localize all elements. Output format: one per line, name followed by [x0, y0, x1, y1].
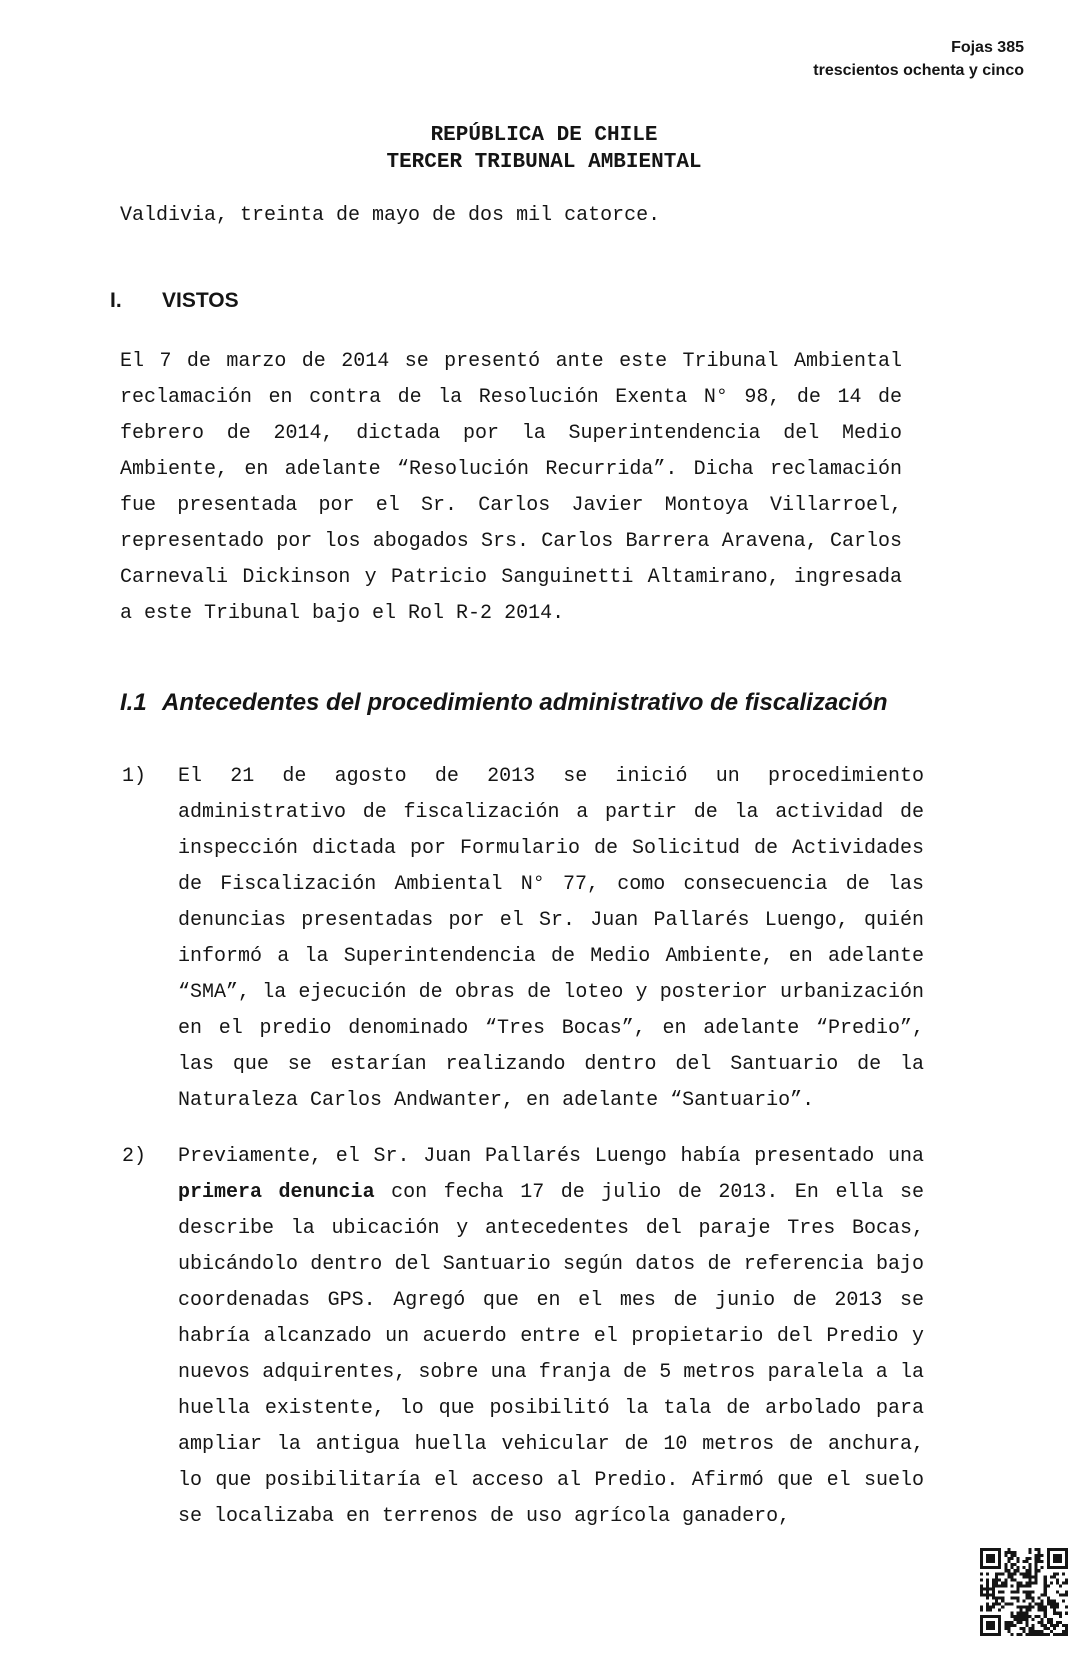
intro-paragraph: El 7 de marzo de 2014 se presentó ante este Tribunal Ambiental reclamación en contra de la Resolución Exenta N° 98, de 14 de febrero de 2014, dictada por la Superintendencia del Medio Ambiente, en adelante “Resolución Recurrida”. Dicha reclamación fue presentada por el Sr. Carlos Javier Montoya Villarroel, representado por los abogados Srs. Carlos Barrera Aravena, Carlos Carnevali Dickinson y Patricio Sanguinetti Altamirano, ingresada a este Tribunal bajo el Rol R-2 2014.	[120, 350, 902, 625]
section-vistos-number: I.	[110, 289, 122, 312]
item-1-number: 1)	[122, 765, 147, 788]
dateline: Valdivia, treinta de mayo de dos mil catorce.	[120, 204, 661, 227]
item-2-text-end: con fecha 17 de julio de 2013. En ella se describe la ubicación y antecedentes del paraje Tres Bocas, ubicándolo dentro del Santuario según datos de referencia bajo coordenadas GPS. Agregó que en el mes de junio de 2013 se habría alcanzado un acuerdo entre el propietario del Predio y nuevos adquirentes, sobre una franja de 5 metros paralela a la huella existente, lo que posibilitó la tala de arbolado para ampliar la antigua huella vehicular de 10 metros de anchura, lo que posibilitaría el acceso al Predio. Afirmó que el suelo se localizaba en terrenos de uso agrícola ganadero,	[178, 1181, 925, 1528]
subsection-number: I.1	[120, 689, 147, 716]
fojas-stamp	[813, 36, 1024, 82]
subsection-title: Antecedentes del procedimiento administrativo de fiscalización	[162, 689, 888, 716]
item-1-text: El 21 de agosto de 2013 se inició un procedimiento administrativo de fiscalización a partir de la actividad de inspección dictada por Formulario de Solicitud de Actividades de Fiscalización Ambiental N° 77, como consecuencia de las denuncias presentadas por el Sr. Juan Pallarés Luengo, quién informó a la Superintendencia de Medio Ambiente, en adelante “SMA”, la ejecución de obras de loteo y posterior urbanización en el predio denominado “Tres Bocas”, en adelante “Predio”, las que se estarían realizando dentro del Santuario de la Naturaleza Carlos Andwanter, en adelante “Santuario”.	[178, 765, 924, 1112]
header-tribunal: TERCER TRIBUNAL AMBIENTAL	[386, 151, 702, 174]
item-2-bold-phrase: primera denuncia	[178, 1181, 375, 1204]
item-2-number: 2)	[122, 1145, 147, 1168]
header-republic: REPÚBLICA DE CHILE	[430, 124, 658, 147]
document-header	[0, 122, 1088, 176]
qr-code	[980, 1548, 1068, 1636]
fojas-number: Fojas 385	[951, 39, 1024, 56]
qr-code-graphic	[980, 1548, 1068, 1636]
numbered-item-2	[122, 1139, 924, 1535]
section-vistos-heading	[110, 288, 239, 314]
subsection-heading	[120, 688, 980, 718]
fojas-words: trescientos ochenta y cinco	[813, 62, 1024, 79]
item-2-text-start: Previamente, el Sr. Juan Pallarés Luengo había presentado una	[178, 1145, 924, 1168]
section-vistos-title: VISTOS	[162, 289, 239, 312]
numbered-item-1	[122, 759, 924, 1119]
item-2-text	[178, 1139, 924, 1535]
